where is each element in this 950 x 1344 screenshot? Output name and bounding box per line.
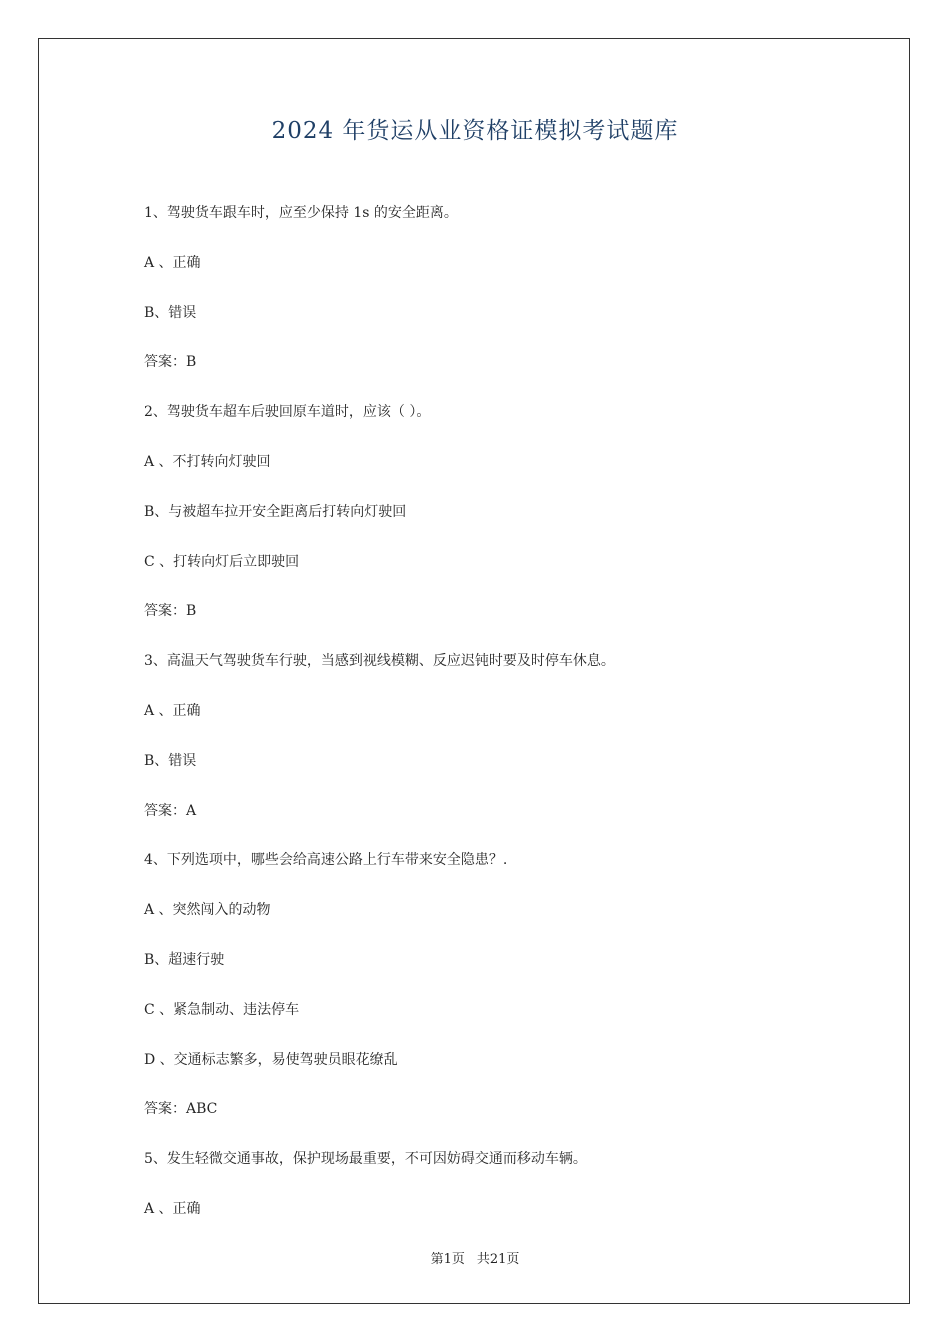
option-text: A 、正确	[144, 702, 201, 719]
option-text: A 、不打转向灯驶回	[144, 453, 271, 470]
answer-text: 答案：A	[144, 802, 197, 819]
page-footer	[0, 1248, 950, 1267]
answer-text: 答案：B	[144, 354, 197, 371]
page-number: 第1页	[430, 1252, 465, 1267]
question-list	[144, 200, 844, 1246]
answer-text: 答案：ABC	[144, 1101, 218, 1118]
option-text: B、错误	[144, 304, 197, 321]
option-text: B、错误	[144, 752, 197, 769]
question-text: 5、发生轻微交通事故，保护现场最重要，不可因妨碍交通而移动车辆。	[144, 1151, 587, 1168]
option-text: B、超速行驶	[144, 951, 225, 968]
option-text: A 、正确	[144, 1200, 201, 1217]
question-text: 1、驾驶货车跟车时，应至少保持 1s 的安全距离。	[144, 205, 458, 221]
option-text: A 、正确	[144, 254, 201, 271]
option-text: C 、紧急制动、违法停车	[144, 1001, 300, 1018]
question-text: 4、下列选项中，哪些会给高速公路上行车带来安全隐患？.	[144, 852, 508, 869]
answer-text: 答案：B	[144, 603, 197, 620]
option-text: C 、打转向灯后立即驶回	[144, 553, 300, 570]
option-text: B、与被超车拉开安全距离后打转向灯驶回	[144, 503, 407, 520]
question-text: 2、驾驶货车超车后驶回原车道时，应该（ ）。	[144, 404, 431, 421]
option-text: A 、突然闯入的动物	[144, 902, 271, 919]
option-text: D 、交通标志繁多，易使驾驶员眼花缭乱	[144, 1051, 398, 1068]
question-text: 3、高温天气驾驶货车行驶，当感到视线模糊、反应迟钝时要及时停车休息。	[144, 653, 615, 670]
page-total: 共21页	[476, 1252, 520, 1267]
document-title: 2024 年货运从业资格证模拟考试题库	[271, 118, 679, 144]
